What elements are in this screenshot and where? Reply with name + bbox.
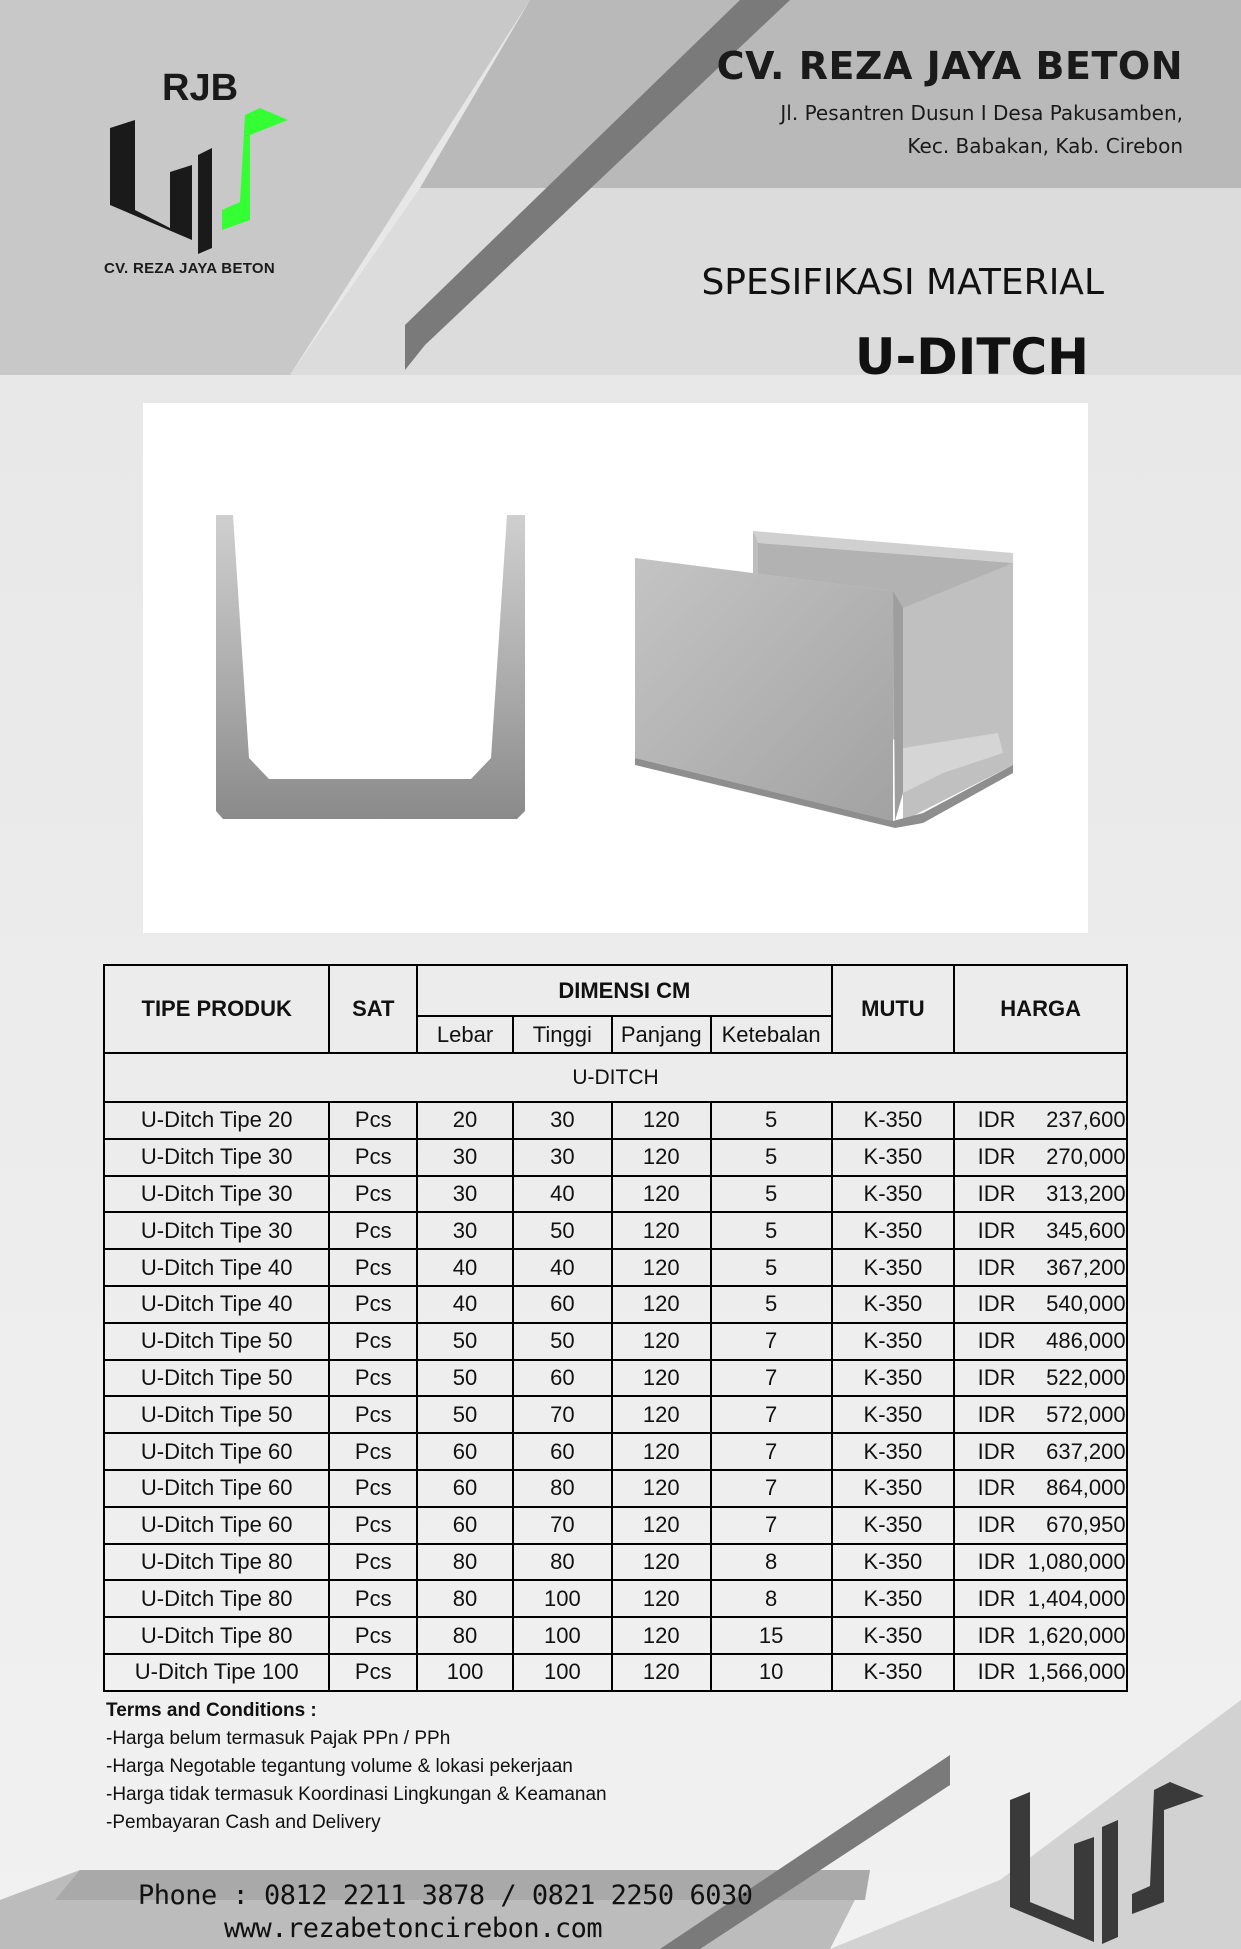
thickness-cell: 5 — [711, 1212, 832, 1249]
length-cell: 120 — [612, 1544, 711, 1581]
price-cell — [954, 1396, 1127, 1433]
header-product-type: TIPE PRODUK — [104, 965, 329, 1053]
product-type-cell: U-Ditch Tipe 80 — [104, 1617, 329, 1654]
price-cell — [954, 1139, 1127, 1176]
product-type-cell: U-Ditch Tipe 50 — [104, 1396, 329, 1433]
logo-letters: RJB — [162, 70, 239, 109]
length-cell: 120 — [612, 1176, 711, 1213]
terms-and-conditions — [106, 1697, 607, 1837]
table-row — [104, 1323, 1127, 1360]
logo-caption: CV. REZA JAYA BETON — [104, 260, 276, 277]
grade-cell: K-350 — [832, 1360, 955, 1397]
price-cell — [954, 1507, 1127, 1544]
thickness-cell: 5 — [711, 1286, 832, 1323]
grade-cell: K-350 — [832, 1470, 955, 1507]
grade-cell: K-350 — [832, 1286, 955, 1323]
product-type-cell: U-Ditch Tipe 30 — [104, 1176, 329, 1213]
width-cell: 50 — [417, 1323, 513, 1360]
currency-label: IDR — [977, 1475, 1016, 1501]
unit-cell: Pcs — [329, 1360, 417, 1397]
product-type-cell: U-Ditch Tipe 20 — [104, 1102, 329, 1139]
grade-cell: K-350 — [832, 1212, 955, 1249]
grade-cell: K-350 — [832, 1323, 955, 1360]
table-row — [104, 1176, 1127, 1213]
thickness-cell: 7 — [711, 1507, 832, 1544]
thickness-cell: 5 — [711, 1249, 832, 1286]
height-cell: 100 — [513, 1580, 612, 1617]
currency-label: IDR — [977, 1217, 1016, 1243]
height-cell: 50 — [513, 1212, 612, 1249]
group-label: U-DITCH — [104, 1053, 1127, 1102]
length-cell: 120 — [612, 1212, 711, 1249]
unit-cell: Pcs — [329, 1212, 417, 1249]
thickness-cell: 7 — [711, 1360, 832, 1397]
height-cell: 60 — [513, 1433, 612, 1470]
length-cell: 120 — [612, 1360, 711, 1397]
price-cell — [954, 1323, 1127, 1360]
terms-item: -Harga Negotable tegantung volume & lokasi pekerjaan — [106, 1756, 573, 1777]
height-cell: 50 — [513, 1323, 612, 1360]
grade-cell: K-350 — [832, 1139, 955, 1176]
price-amount: 486,000 — [1046, 1328, 1126, 1354]
product-title: U-DITCH — [854, 328, 1089, 386]
currency-label: IDR — [977, 1401, 1016, 1427]
currency-label: IDR — [977, 1548, 1016, 1574]
address-line-2: Kec. Babakan, Kab. Cirebon — [907, 134, 1183, 158]
price-cell — [954, 1617, 1127, 1654]
height-cell: 40 — [513, 1249, 612, 1286]
terms-item: -Pembayaran Cash and Delivery — [106, 1812, 381, 1833]
product-type-cell: U-Ditch Tipe 80 — [104, 1580, 329, 1617]
product-type-cell: U-Ditch Tipe 50 — [104, 1360, 329, 1397]
height-cell: 30 — [513, 1102, 612, 1139]
unit-cell: Pcs — [329, 1433, 417, 1470]
header-price: HARGA — [954, 965, 1127, 1053]
grade-cell: K-350 — [832, 1544, 955, 1581]
table-row — [104, 1212, 1127, 1249]
u-ditch-3d-view — [635, 531, 1013, 828]
currency-label: IDR — [977, 1622, 1016, 1648]
price-cell — [954, 1176, 1127, 1213]
height-cell: 80 — [513, 1544, 612, 1581]
header-unit: SAT — [329, 965, 417, 1053]
terms-item: -Harga tidak termasuk Koordinasi Lingkungan & Keamanan — [106, 1784, 607, 1805]
width-cell: 60 — [417, 1433, 513, 1470]
height-cell: 100 — [513, 1617, 612, 1654]
price-amount: 237,600 — [1046, 1107, 1126, 1133]
grade-cell: K-350 — [832, 1617, 955, 1654]
product-type-cell: U-Ditch Tipe 30 — [104, 1212, 329, 1249]
unit-cell: Pcs — [329, 1654, 417, 1691]
header-height: Tinggi — [513, 1016, 612, 1053]
width-cell: 50 — [417, 1360, 513, 1397]
unit-cell: Pcs — [329, 1396, 417, 1433]
price-amount: 522,000 — [1046, 1364, 1126, 1390]
currency-label: IDR — [977, 1328, 1016, 1354]
price-cell — [954, 1212, 1127, 1249]
table-row — [104, 1102, 1127, 1139]
table-row — [104, 1507, 1127, 1544]
price-amount: 1,620,000 — [1027, 1622, 1126, 1648]
thickness-cell: 8 — [711, 1544, 832, 1581]
height-cell: 60 — [513, 1360, 612, 1397]
rjb-logo-mark — [1004, 1772, 1214, 1947]
table-row — [104, 1360, 1127, 1397]
unit-cell: Pcs — [329, 1323, 417, 1360]
currency-label: IDR — [977, 1144, 1016, 1170]
length-cell: 120 — [612, 1433, 711, 1470]
unit-cell: Pcs — [329, 1176, 417, 1213]
width-cell: 100 — [417, 1654, 513, 1691]
terms-title: Terms and Conditions : — [106, 1700, 317, 1721]
price-amount: 1,404,000 — [1027, 1585, 1126, 1611]
grade-cell: K-350 — [832, 1249, 955, 1286]
price-cell — [954, 1544, 1127, 1581]
table-row — [104, 1617, 1127, 1654]
price-amount: 864,000 — [1046, 1475, 1126, 1501]
header-length: Panjang — [612, 1016, 711, 1053]
width-cell: 30 — [417, 1139, 513, 1176]
header-width: Lebar — [417, 1016, 513, 1053]
unit-cell: Pcs — [329, 1470, 417, 1507]
table-row — [104, 1470, 1127, 1507]
length-cell: 120 — [612, 1617, 711, 1654]
website-url: www.rezabetoncirebon.com — [224, 1913, 603, 1944]
company-name: CV. REZA JAYA BETON — [716, 44, 1183, 88]
unit-cell: Pcs — [329, 1617, 417, 1654]
product-type-cell: U-Ditch Tipe 60 — [104, 1433, 329, 1470]
currency-label: IDR — [977, 1659, 1016, 1685]
price-amount: 540,000 — [1046, 1291, 1126, 1317]
length-cell: 120 — [612, 1507, 711, 1544]
length-cell: 120 — [612, 1580, 711, 1617]
table-row — [104, 1249, 1127, 1286]
height-cell: 80 — [513, 1470, 612, 1507]
unit-cell: Pcs — [329, 1507, 417, 1544]
thickness-cell: 7 — [711, 1470, 832, 1507]
thickness-cell: 8 — [711, 1580, 832, 1617]
spec-label: SPESIFIKASI MATERIAL — [701, 262, 1104, 303]
price-cell — [954, 1249, 1127, 1286]
product-type-cell: U-Ditch Tipe 30 — [104, 1139, 329, 1176]
address-line-1: Jl. Pesantren Dusun I Desa Pakusamben, — [780, 101, 1183, 125]
length-cell: 120 — [612, 1286, 711, 1323]
width-cell: 80 — [417, 1580, 513, 1617]
header-grade: MUTU — [832, 965, 955, 1053]
unit-cell: Pcs — [329, 1580, 417, 1617]
grade-cell: K-350 — [832, 1507, 955, 1544]
price-amount: 670,950 — [1046, 1512, 1126, 1538]
length-cell: 120 — [612, 1396, 711, 1433]
width-cell: 40 — [417, 1286, 513, 1323]
thickness-cell: 7 — [711, 1396, 832, 1433]
length-cell: 120 — [612, 1139, 711, 1176]
price-cell — [954, 1433, 1127, 1470]
price-cell — [954, 1102, 1127, 1139]
currency-label: IDR — [977, 1512, 1016, 1538]
length-cell: 120 — [612, 1323, 711, 1360]
table-row — [104, 1433, 1127, 1470]
table-row — [104, 1544, 1127, 1581]
rjb-logo — [100, 70, 300, 290]
currency-label: IDR — [977, 1585, 1016, 1611]
unit-cell: Pcs — [329, 1544, 417, 1581]
header-dimensions: DIMENSI CM — [417, 965, 831, 1016]
width-cell: 40 — [417, 1249, 513, 1286]
width-cell: 20 — [417, 1102, 513, 1139]
width-cell: 80 — [417, 1617, 513, 1654]
table-row — [104, 1286, 1127, 1323]
price-amount: 345,600 — [1046, 1217, 1126, 1243]
price-cell — [954, 1580, 1127, 1617]
table-row — [104, 1396, 1127, 1433]
length-cell: 120 — [612, 1654, 711, 1691]
product-type-cell: U-Ditch Tipe 80 — [104, 1544, 329, 1581]
u-ditch-cross-section — [216, 515, 525, 819]
thickness-cell: 5 — [711, 1102, 832, 1139]
product-illustration-panel — [143, 403, 1088, 933]
length-cell: 120 — [612, 1102, 711, 1139]
product-type-cell: U-Ditch Tipe 40 — [104, 1249, 329, 1286]
terms-item: -Harga belum termasuk Pajak PPn / PPh — [106, 1728, 451, 1749]
width-cell: 50 — [417, 1396, 513, 1433]
unit-cell: Pcs — [329, 1249, 417, 1286]
table-row — [104, 1654, 1127, 1691]
height-cell: 70 — [513, 1507, 612, 1544]
thickness-cell: 7 — [711, 1433, 832, 1470]
currency-label: IDR — [977, 1180, 1016, 1206]
thickness-cell: 15 — [711, 1617, 832, 1654]
price-amount: 1,080,000 — [1027, 1548, 1126, 1574]
height-cell: 40 — [513, 1176, 612, 1213]
width-cell: 30 — [417, 1212, 513, 1249]
price-amount: 572,000 — [1046, 1401, 1126, 1427]
height-cell: 60 — [513, 1286, 612, 1323]
table-row — [104, 1139, 1127, 1176]
currency-label: IDR — [977, 1364, 1016, 1390]
height-cell: 70 — [513, 1396, 612, 1433]
table-row — [104, 1580, 1127, 1617]
price-amount: 637,200 — [1046, 1438, 1126, 1464]
grade-cell: K-350 — [832, 1654, 955, 1691]
price-amount: 313,200 — [1046, 1180, 1126, 1206]
length-cell: 120 — [612, 1470, 711, 1507]
grade-cell: K-350 — [832, 1580, 955, 1617]
unit-cell: Pcs — [329, 1102, 417, 1139]
price-amount: 270,000 — [1046, 1144, 1126, 1170]
currency-label: IDR — [977, 1438, 1016, 1464]
currency-label: IDR — [977, 1254, 1016, 1280]
product-type-cell: U-Ditch Tipe 100 — [104, 1654, 329, 1691]
product-type-cell: U-Ditch Tipe 60 — [104, 1470, 329, 1507]
price-cell — [954, 1360, 1127, 1397]
length-cell: 120 — [612, 1249, 711, 1286]
thickness-cell: 5 — [711, 1139, 832, 1176]
grade-cell: K-350 — [832, 1433, 955, 1470]
product-type-cell: U-Ditch Tipe 50 — [104, 1323, 329, 1360]
grade-cell: K-350 — [832, 1176, 955, 1213]
thickness-cell: 7 — [711, 1323, 832, 1360]
width-cell: 60 — [417, 1470, 513, 1507]
phone-numbers: Phone : 0812 2211 3878 / 0821 2250 6030 — [138, 1880, 753, 1911]
unit-cell: Pcs — [329, 1286, 417, 1323]
thickness-cell: 5 — [711, 1176, 832, 1213]
height-cell: 30 — [513, 1139, 612, 1176]
header-thickness: Ketebalan — [711, 1016, 832, 1053]
price-table — [103, 964, 1128, 1692]
u-ditch-illustration — [143, 403, 1088, 933]
grade-cell: K-350 — [832, 1102, 955, 1139]
width-cell: 80 — [417, 1544, 513, 1581]
height-cell: 100 — [513, 1654, 612, 1691]
product-type-cell: U-Ditch Tipe 40 — [104, 1286, 329, 1323]
grade-cell: K-350 — [832, 1396, 955, 1433]
price-amount: 367,200 — [1046, 1254, 1126, 1280]
currency-label: IDR — [977, 1291, 1016, 1317]
width-cell: 60 — [417, 1507, 513, 1544]
price-cell — [954, 1470, 1127, 1507]
price-amount: 1,566,000 — [1027, 1659, 1126, 1685]
price-cell — [954, 1286, 1127, 1323]
unit-cell: Pcs — [329, 1139, 417, 1176]
price-cell — [954, 1654, 1127, 1691]
currency-label: IDR — [977, 1107, 1016, 1133]
thickness-cell: 10 — [711, 1654, 832, 1691]
width-cell: 30 — [417, 1176, 513, 1213]
product-type-cell: U-Ditch Tipe 60 — [104, 1507, 329, 1544]
